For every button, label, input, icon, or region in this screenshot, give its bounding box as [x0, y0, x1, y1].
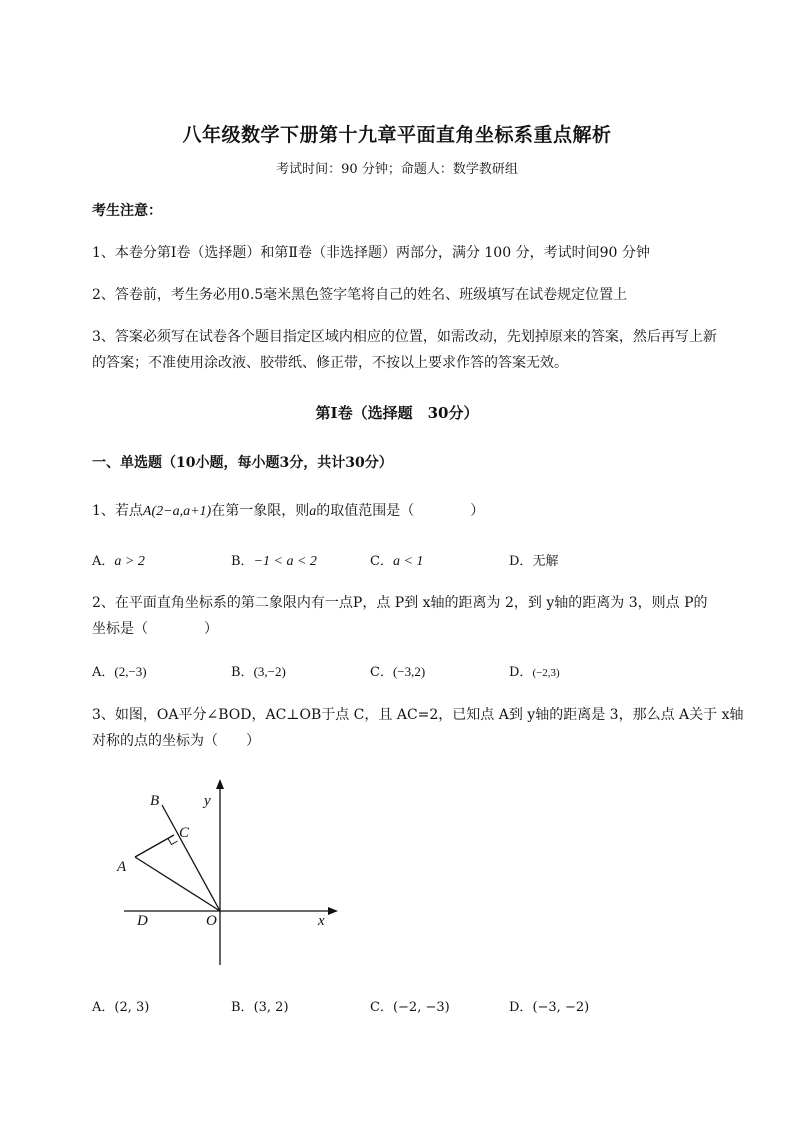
notice-item-1: 1、本卷分第Ⅰ卷（选择题）和第Ⅱ卷（非选择题）两部分，满分 100 分，考试时间90 分钟 — [92, 245, 650, 261]
question-3-line-1: 3、如图，OA平分∠BOD，AC⊥OB于点 C，且 AC=2，已知点 A到 y轴的距离是 3，那么点 A关于 x轴 — [92, 707, 744, 723]
question-2-line-2: 坐标是（ ） — [92, 621, 218, 637]
q1-point: A(2−a,a+1) — [142, 504, 212, 519]
ray-oa — [135, 857, 220, 911]
segment-ac — [135, 835, 174, 857]
part-heading: 一、单选题（10小题，每小题3分，共计30分） — [92, 455, 393, 471]
notice-item-3-line-1: 3、答案必须写在试卷各个题目指定区域内相应的位置，如需改动，先划掉原来的答案，然后再写上新 — [92, 329, 717, 345]
question-1 — [92, 500, 484, 520]
q2-option-b[interactable]: B．(3,−2) — [231, 664, 286, 680]
q1-option-b[interactable]: B．−1 < a < 2 — [231, 554, 317, 569]
q3-option-c[interactable]: C．(−2, −3) — [370, 1000, 450, 1015]
q3-option-a[interactable]: A．(2, 3) — [92, 1000, 150, 1015]
x-axis-arrow — [328, 907, 338, 915]
label-d: D — [137, 913, 148, 929]
q1-option-d[interactable]: D．无解 — [509, 554, 559, 569]
notice-item-2: 2、答卷前，考生务必用0.5毫米黑色签字笔将自己的姓名、班级填写在试卷规定位置上 — [92, 287, 628, 303]
exam-info: 考试时间：90 分钟；命题人：数学教研组 — [276, 162, 518, 177]
right-angle-mark — [168, 839, 178, 845]
q1-middle: 在第一象限，则 — [211, 503, 310, 519]
label-b: B — [150, 793, 160, 809]
geometry-figure — [110, 775, 350, 975]
label-x: x — [318, 913, 325, 929]
label-y: y — [204, 793, 211, 809]
label-o: O — [206, 913, 217, 929]
q2-option-d[interactable]: D．(−2,3) — [509, 665, 560, 680]
q1-suffix: 的取值范围是（ ） — [316, 503, 485, 519]
page-title: 八年级数学下册第十九章平面直角坐标系重点解析 — [182, 124, 612, 146]
question-2-line-1: 2、在平面直角坐标系的第二象限内有一点P，点 P到 x轴的距离为 2，到 y轴的距离为 3，则点 P的 — [92, 595, 708, 611]
notice-heading: 考生注意： — [92, 203, 162, 219]
q3-option-b[interactable]: B．(3, 2) — [231, 1000, 289, 1015]
y-axis-arrow — [216, 779, 224, 789]
section-title: 第Ⅰ卷（选择题 30分） — [315, 404, 479, 422]
q2-option-a[interactable]: A．(2,−3) — [92, 664, 147, 680]
q1-option-c[interactable]: C．a < 1 — [370, 554, 424, 569]
q3-option-d[interactable]: D．(−3, −2) — [509, 1000, 590, 1015]
q2-option-c[interactable]: C．(−3,2) — [370, 664, 426, 680]
q1-prefix: 1、若点 — [92, 503, 143, 519]
question-3-line-2: 对称的点的坐标为（ ） — [92, 733, 260, 749]
label-c: C — [179, 825, 190, 841]
label-a: A — [117, 859, 127, 875]
notice-item-3-line-2: 的答案；不准使用涂改液、胶带纸、修正带，不按以上要求作答的答案无效。 — [92, 355, 568, 371]
q1-var: a — [309, 504, 317, 519]
ray-ob — [162, 805, 220, 911]
q1-option-a[interactable]: A．a > 2 — [92, 554, 145, 569]
